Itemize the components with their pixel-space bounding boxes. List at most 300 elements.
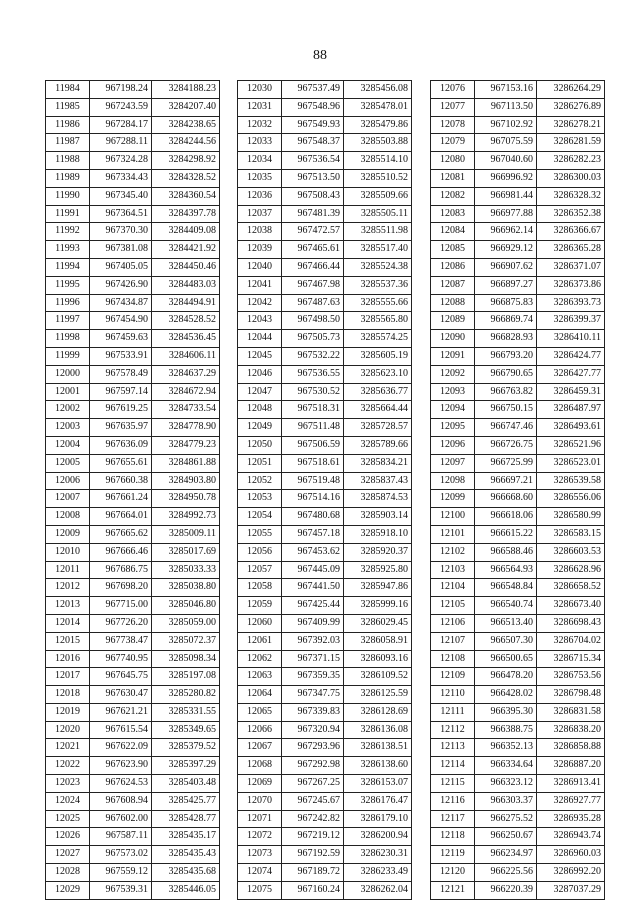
point-id-cell: 12098 [431,472,475,490]
table-row [238,810,412,828]
y-coordinate-cell: 3284244.56 [152,134,220,152]
table-row [431,614,605,632]
x-coordinate-cell: 967425.44 [282,597,344,615]
x-coordinate-cell: 967645.75 [90,668,152,686]
point-id-cell: 12094 [431,401,475,419]
x-coordinate-cell: 967666.46 [90,543,152,561]
y-coordinate-cell: 3284421.92 [152,241,220,259]
x-coordinate-cell: 967518.31 [282,401,344,419]
y-coordinate-cell: 3284606.11 [152,347,220,365]
point-id-cell: 12084 [431,223,475,241]
point-id-cell: 12091 [431,347,475,365]
table-row [238,401,412,419]
table-row [431,134,605,152]
y-coordinate-cell: 3285636.77 [344,383,412,401]
table-row [431,436,605,454]
x-coordinate-cell: 967548.96 [282,98,344,116]
table-row [431,525,605,543]
x-coordinate-cell: 967293.96 [282,739,344,757]
y-coordinate-cell: 3286704.02 [537,632,605,650]
table-row [431,205,605,223]
point-id-cell: 12017 [46,668,90,686]
y-coordinate-cell: 3286521.96 [537,436,605,454]
point-id-cell: 12008 [46,508,90,526]
x-coordinate-cell: 966697.21 [475,472,537,490]
x-coordinate-cell: 966869.74 [475,312,537,330]
point-id-cell: 12052 [238,472,282,490]
table-row [46,98,220,116]
table-row [238,241,412,259]
table-row [46,472,220,490]
y-coordinate-cell: 3285456.08 [344,81,412,99]
table-row [238,365,412,383]
y-coordinate-cell: 3285524.38 [344,258,412,276]
point-id-cell: 12069 [238,775,282,793]
y-coordinate-cell: 3284450.46 [152,258,220,276]
point-id-cell: 12034 [238,152,282,170]
y-coordinate-cell: 3285874.53 [344,490,412,508]
y-coordinate-cell: 3284328.52 [152,169,220,187]
x-coordinate-cell: 967075.59 [475,134,537,152]
point-id-cell: 11996 [46,294,90,312]
table-row [431,401,605,419]
y-coordinate-cell: 3286128.69 [344,703,412,721]
table-row [46,792,220,810]
point-id-cell: 11984 [46,81,90,99]
table-row [46,187,220,205]
table-row [431,739,605,757]
page-number: 88 [313,48,327,63]
y-coordinate-cell: 3286798.48 [537,686,605,704]
x-coordinate-cell: 967536.55 [282,365,344,383]
y-coordinate-cell: 3286230.31 [344,846,412,864]
coordinate-table-3 [430,80,605,900]
x-coordinate-cell: 967480.68 [282,508,344,526]
table-row [46,828,220,846]
y-coordinate-cell: 3286200.94 [344,828,412,846]
y-coordinate-cell: 3285435.17 [152,828,220,846]
x-coordinate-cell: 967621.21 [90,703,152,721]
x-coordinate-cell: 967339.83 [282,703,344,721]
y-coordinate-cell: 3285098.34 [152,650,220,668]
y-coordinate-cell: 3284494.91 [152,294,220,312]
x-coordinate-cell: 967364.51 [90,205,152,223]
table-row [46,347,220,365]
x-coordinate-cell: 967519.48 [282,472,344,490]
point-id-cell: 12025 [46,810,90,828]
point-id-cell: 12056 [238,543,282,561]
point-id-cell: 12020 [46,721,90,739]
table-row [238,436,412,454]
x-coordinate-cell: 967573.02 [90,846,152,864]
x-coordinate-cell: 967623.90 [90,757,152,775]
y-coordinate-cell: 3285623.10 [344,365,412,383]
point-id-cell: 12106 [431,614,475,632]
table-row [238,294,412,312]
x-coordinate-cell: 967738.47 [90,632,152,650]
point-id-cell: 12070 [238,792,282,810]
point-id-cell: 12015 [46,632,90,650]
y-coordinate-cell: 3286176.47 [344,792,412,810]
point-id-cell: 12097 [431,454,475,472]
y-coordinate-cell: 3285017.69 [152,543,220,561]
x-coordinate-cell: 967284.17 [90,116,152,134]
point-id-cell: 12082 [431,187,475,205]
point-id-cell: 12113 [431,739,475,757]
table-row [238,597,412,615]
point-id-cell: 12100 [431,508,475,526]
y-coordinate-cell: 3286300.03 [537,169,605,187]
point-id-cell: 12101 [431,525,475,543]
y-coordinate-cell: 3285789.66 [344,436,412,454]
y-coordinate-cell: 3286029.45 [344,614,412,632]
point-id-cell: 12058 [238,579,282,597]
table-row [238,472,412,490]
table-row [46,597,220,615]
point-id-cell: 12044 [238,330,282,348]
table-row [431,419,605,437]
y-coordinate-cell: 3286838.20 [537,721,605,739]
y-coordinate-cell: 3285435.43 [152,846,220,864]
y-coordinate-cell: 3286831.58 [537,703,605,721]
point-id-cell: 12005 [46,454,90,472]
point-id-cell: 12054 [238,508,282,526]
y-coordinate-cell: 3285403.48 [152,775,220,793]
table-row [46,614,220,632]
y-coordinate-cell: 3286943.74 [537,828,605,846]
y-coordinate-cell: 3286556.06 [537,490,605,508]
x-coordinate-cell: 967635.97 [90,419,152,437]
y-coordinate-cell: 3286365.28 [537,241,605,259]
point-id-cell: 12030 [238,81,282,99]
y-coordinate-cell: 3284992.73 [152,508,220,526]
y-coordinate-cell: 3284672.94 [152,383,220,401]
point-id-cell: 11986 [46,116,90,134]
point-id-cell: 12115 [431,775,475,793]
x-coordinate-cell: 967243.59 [90,98,152,116]
table-row [431,241,605,259]
table-row [238,98,412,116]
x-coordinate-cell: 967726.20 [90,614,152,632]
y-coordinate-cell: 3284298.92 [152,152,220,170]
table-row [46,525,220,543]
y-coordinate-cell: 3284188.23 [152,81,220,99]
y-coordinate-cell: 3285446.05 [152,881,220,899]
point-id-cell: 12102 [431,543,475,561]
table-row [431,454,605,472]
x-coordinate-cell: 967549.93 [282,116,344,134]
x-coordinate-cell: 967102.92 [475,116,537,134]
x-coordinate-cell: 967445.09 [282,561,344,579]
point-id-cell: 12009 [46,525,90,543]
y-coordinate-cell: 3285565.80 [344,312,412,330]
point-id-cell: 12055 [238,525,282,543]
y-coordinate-cell: 3285837.43 [344,472,412,490]
y-coordinate-cell: 3286459.31 [537,383,605,401]
x-coordinate-cell: 966352.13 [475,739,537,757]
table-row [46,294,220,312]
table-row [431,330,605,348]
x-coordinate-cell: 967661.24 [90,490,152,508]
x-coordinate-cell: 967622.09 [90,739,152,757]
y-coordinate-cell: 3286058.91 [344,632,412,650]
table-row [238,490,412,508]
point-id-cell: 12033 [238,134,282,152]
x-coordinate-cell: 967619.25 [90,401,152,419]
y-coordinate-cell: 3286992.20 [537,864,605,882]
point-id-cell: 12021 [46,739,90,757]
x-coordinate-cell: 966981.44 [475,187,537,205]
point-id-cell: 12064 [238,686,282,704]
x-coordinate-cell: 966747.46 [475,419,537,437]
x-coordinate-cell: 967508.43 [282,187,344,205]
point-id-cell: 12049 [238,419,282,437]
x-coordinate-cell: 967615.54 [90,721,152,739]
table-row [46,81,220,99]
point-id-cell: 12066 [238,721,282,739]
x-coordinate-cell: 966763.82 [475,383,537,401]
y-coordinate-cell: 3285428.77 [152,810,220,828]
y-coordinate-cell: 3286136.08 [344,721,412,739]
x-coordinate-cell: 966507.30 [475,632,537,650]
table-row [431,864,605,882]
table-row [46,152,220,170]
x-coordinate-cell: 967245.67 [282,792,344,810]
x-coordinate-cell: 967655.61 [90,454,152,472]
y-coordinate-cell: 3285331.55 [152,703,220,721]
point-id-cell: 12060 [238,614,282,632]
x-coordinate-cell: 967459.63 [90,330,152,348]
point-id-cell: 12043 [238,312,282,330]
table-row [46,508,220,526]
point-id-cell: 12071 [238,810,282,828]
x-coordinate-cell: 966907.62 [475,258,537,276]
table-row [431,792,605,810]
y-coordinate-cell: 3286153.07 [344,775,412,793]
x-coordinate-cell: 966225.56 [475,864,537,882]
point-id-cell: 12077 [431,98,475,116]
point-id-cell: 12042 [238,294,282,312]
table-row [431,508,605,526]
table-row [431,294,605,312]
y-coordinate-cell: 3286658.52 [537,579,605,597]
table-row [46,864,220,882]
point-id-cell: 12018 [46,686,90,704]
table-row [238,686,412,704]
x-coordinate-cell: 966618.06 [475,508,537,526]
y-coordinate-cell: 3286371.07 [537,258,605,276]
table-row [46,241,220,259]
table-row [46,223,220,241]
y-coordinate-cell: 3285397.29 [152,757,220,775]
x-coordinate-cell: 967292.98 [282,757,344,775]
y-coordinate-cell: 3286366.67 [537,223,605,241]
y-coordinate-cell: 3284409.08 [152,223,220,241]
table-row [431,258,605,276]
point-id-cell: 12096 [431,436,475,454]
point-id-cell: 12053 [238,490,282,508]
x-coordinate-cell: 967381.08 [90,241,152,259]
x-coordinate-cell: 967715.00 [90,597,152,615]
table-row [431,543,605,561]
x-coordinate-cell: 966234.97 [475,846,537,864]
y-coordinate-cell: 3285728.57 [344,419,412,437]
point-id-cell: 12032 [238,116,282,134]
point-id-cell: 12109 [431,668,475,686]
y-coordinate-cell: 3286138.60 [344,757,412,775]
x-coordinate-cell: 967740.95 [90,650,152,668]
point-id-cell: 12078 [431,116,475,134]
y-coordinate-cell: 3286399.37 [537,312,605,330]
x-coordinate-cell: 967597.14 [90,383,152,401]
table-row [238,187,412,205]
table-row [46,846,220,864]
point-id-cell: 12028 [46,864,90,882]
y-coordinate-cell: 3285918.10 [344,525,412,543]
y-coordinate-cell: 3285920.37 [344,543,412,561]
y-coordinate-cell: 3285349.65 [152,721,220,739]
y-coordinate-cell: 3285009.11 [152,525,220,543]
x-coordinate-cell: 966828.93 [475,330,537,348]
table-row [46,419,220,437]
table-row [238,312,412,330]
y-coordinate-cell: 3285197.08 [152,668,220,686]
point-id-cell: 11990 [46,187,90,205]
table-row [46,810,220,828]
x-coordinate-cell: 966220.39 [475,881,537,899]
point-id-cell: 12011 [46,561,90,579]
x-coordinate-cell: 967371.15 [282,650,344,668]
x-coordinate-cell: 966323.12 [475,775,537,793]
x-coordinate-cell: 967198.24 [90,81,152,99]
table-row [238,134,412,152]
table-row [46,312,220,330]
table-row [431,98,605,116]
table-row [431,276,605,294]
table-row [238,579,412,597]
y-coordinate-cell: 3285033.33 [152,561,220,579]
x-coordinate-cell: 967532.22 [282,347,344,365]
x-coordinate-cell: 967467.98 [282,276,344,294]
y-coordinate-cell: 3285072.37 [152,632,220,650]
table-row [46,686,220,704]
x-coordinate-cell: 967514.16 [282,490,344,508]
x-coordinate-cell: 967160.24 [282,881,344,899]
point-id-cell: 11995 [46,276,90,294]
y-coordinate-cell: 3285925.80 [344,561,412,579]
point-id-cell: 12003 [46,419,90,437]
x-coordinate-cell: 966929.12 [475,241,537,259]
table-row [46,739,220,757]
point-id-cell: 12110 [431,686,475,704]
table-row [431,650,605,668]
x-coordinate-cell: 967630.47 [90,686,152,704]
table-row [46,401,220,419]
table-row [431,668,605,686]
y-coordinate-cell: 3287037.29 [537,881,605,899]
table-row [46,454,220,472]
y-coordinate-cell: 3285479.86 [344,116,412,134]
table-row [238,703,412,721]
y-coordinate-cell: 3286935.28 [537,810,605,828]
table-row [238,846,412,864]
table-row [46,650,220,668]
table-row [431,472,605,490]
table-row [238,347,412,365]
table-row [431,365,605,383]
y-coordinate-cell: 3286673.40 [537,597,605,615]
table-row [431,775,605,793]
table-row [238,561,412,579]
point-id-cell: 11988 [46,152,90,170]
y-coordinate-cell: 3286887.20 [537,757,605,775]
x-coordinate-cell: 967505.73 [282,330,344,348]
x-coordinate-cell: 966395.30 [475,703,537,721]
x-coordinate-cell: 967664.01 [90,508,152,526]
table-row [46,134,220,152]
point-id-cell: 12013 [46,597,90,615]
table-row [238,258,412,276]
point-id-cell: 12074 [238,864,282,882]
point-id-cell: 12120 [431,864,475,882]
point-id-cell: 12080 [431,152,475,170]
table-row [431,116,605,134]
x-coordinate-cell: 966790.65 [475,365,537,383]
x-coordinate-cell: 967334.43 [90,169,152,187]
point-id-cell: 12086 [431,258,475,276]
table-row [431,686,605,704]
x-coordinate-cell: 967636.09 [90,436,152,454]
table-row [431,828,605,846]
point-id-cell: 12116 [431,792,475,810]
point-id-cell: 12067 [238,739,282,757]
y-coordinate-cell: 3286109.52 [344,668,412,686]
x-coordinate-cell: 967359.35 [282,668,344,686]
point-id-cell: 12087 [431,276,475,294]
x-coordinate-cell: 967578.49 [90,365,152,383]
table-row [238,383,412,401]
point-id-cell: 12061 [238,632,282,650]
x-coordinate-cell: 967113.50 [475,98,537,116]
y-coordinate-cell: 3286539.58 [537,472,605,490]
x-coordinate-cell: 967506.59 [282,436,344,454]
y-coordinate-cell: 3284360.54 [152,187,220,205]
point-id-cell: 12002 [46,401,90,419]
y-coordinate-cell: 3286427.77 [537,365,605,383]
x-coordinate-cell: 966540.74 [475,597,537,615]
y-coordinate-cell: 3284778.90 [152,419,220,437]
x-coordinate-cell: 966962.14 [475,223,537,241]
table-row [431,312,605,330]
y-coordinate-cell: 3286328.32 [537,187,605,205]
x-coordinate-cell: 967602.00 [90,810,152,828]
y-coordinate-cell: 3286715.34 [537,650,605,668]
y-coordinate-cell: 3286753.56 [537,668,605,686]
table-row [46,205,220,223]
y-coordinate-cell: 3286393.73 [537,294,605,312]
point-id-cell: 12081 [431,169,475,187]
y-coordinate-cell: 3286628.96 [537,561,605,579]
x-coordinate-cell: 967624.53 [90,775,152,793]
point-id-cell: 12040 [238,258,282,276]
y-coordinate-cell: 3285947.86 [344,579,412,597]
table-row [431,561,605,579]
x-coordinate-cell: 966750.15 [475,401,537,419]
y-coordinate-cell: 3285537.36 [344,276,412,294]
point-id-cell: 12039 [238,241,282,259]
y-coordinate-cell: 3286281.59 [537,134,605,152]
table-row [431,223,605,241]
